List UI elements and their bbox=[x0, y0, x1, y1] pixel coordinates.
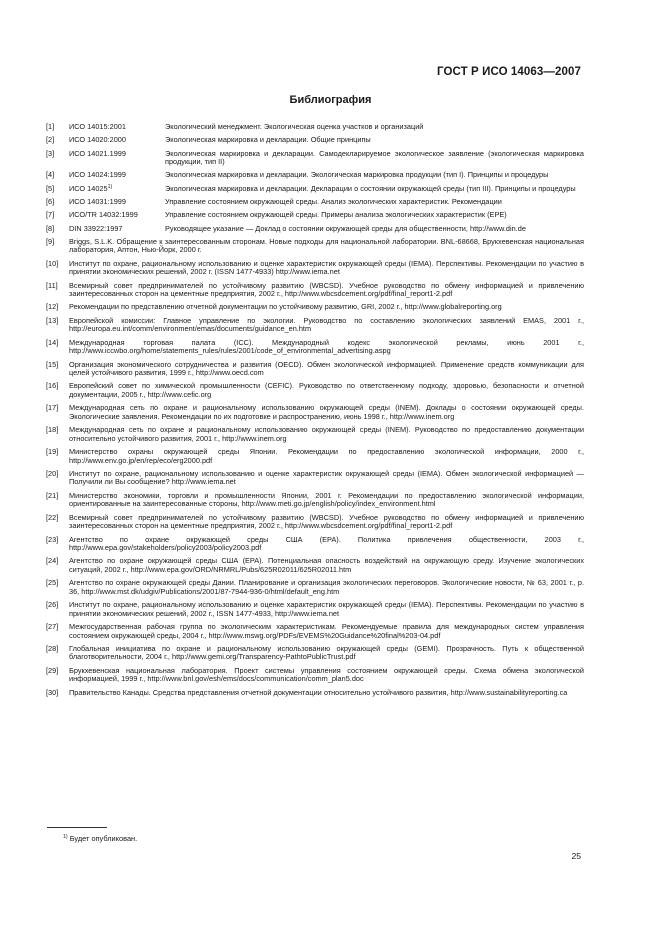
reference-number: [13] bbox=[46, 315, 59, 325]
reference-number: [30] bbox=[46, 687, 59, 697]
reference-number: [1] bbox=[46, 122, 55, 131]
reference-item bbox=[46, 238, 584, 255]
reference-item bbox=[46, 211, 584, 220]
reference-item bbox=[46, 492, 584, 509]
reference-number: [21] bbox=[46, 490, 59, 500]
page-number: 25 bbox=[571, 851, 581, 861]
reference-code-text: ИСО/TR 14032:1999 bbox=[69, 210, 138, 220]
reference-item bbox=[46, 579, 584, 596]
reference-item bbox=[46, 536, 584, 553]
reference-text: Рекомендации по представлению отчетной документации по устойчивому развитию, GRI, 2002 г., http://www.globalreporting.org bbox=[69, 302, 502, 312]
reference-item bbox=[46, 225, 584, 234]
section-title: Библиография bbox=[289, 94, 372, 106]
reference-text: Институт по охране, рациональному использованию и оценке характеристик окружающей среды (IEMA). Обмен экологической информацией — Получили ли Вы сообщение? http://www.iema.net bbox=[69, 468, 584, 487]
reference-number: [27] bbox=[46, 622, 59, 631]
reference-number: [12] bbox=[46, 302, 59, 312]
reference-code-text: ИСО 14020:2000 bbox=[69, 135, 126, 145]
reference-text: Экологическая маркировка и декларации. Декларации о состоянии окружающей среды (тип III). Принципы и процедуры bbox=[165, 183, 576, 193]
reference-number: [2] bbox=[46, 135, 55, 145]
reference-item bbox=[46, 426, 584, 443]
reference-text: Управление состоянием окружающей среды. Примеры анализа экологических характеристик (ЕРЕ) bbox=[165, 210, 507, 220]
reference-item bbox=[46, 185, 584, 194]
footnote-reference-mark: 1) bbox=[107, 183, 113, 190]
reference-number: [24] bbox=[46, 556, 59, 566]
reference-number: [4] bbox=[46, 170, 55, 180]
reference-number: [29] bbox=[46, 665, 59, 675]
reference-number: [20] bbox=[46, 468, 59, 478]
reference-text: Управление состоянием окружающей среды. Анализ экологических характеристик. Рекомендации bbox=[165, 197, 502, 206]
reference-number: [7] bbox=[46, 210, 55, 220]
reference-text: Экологическая маркировка и декларации. Общие принципы bbox=[165, 135, 371, 145]
reference-text: Институт по охране, рациональному использованию и оценке характеристик окружающей среды (IEMA). Перспективы. Рекомендации по участию в принятии экономических решений, 2002 г., ISSN 1477-4933, http://www.iema.net bbox=[69, 600, 584, 618]
reference-number: [5] bbox=[46, 183, 55, 193]
reference-text: Экологический менеджмент. Экологическая оценка участков и организаций bbox=[165, 122, 424, 131]
reference-number: [16] bbox=[46, 381, 59, 391]
reference-item bbox=[46, 361, 584, 378]
reference-text: Организация экономического сотрудничества и развития (OECD). Обмен экологической информацией. Применение средств коммуникации для целей устойчивого развития, 1999 г., http://www.oecd.com bbox=[69, 359, 584, 378]
reference-code bbox=[69, 225, 165, 234]
reference-code-text: DIN 33922:1997 bbox=[69, 223, 123, 233]
reference-number: [19] bbox=[46, 447, 59, 456]
footnote bbox=[63, 834, 137, 843]
reference-text: Европейской комиссии: Главное управление по экологии. Руководство по составлению экологических заявлений EMAS, 2001 г., http://europa.eu.int/comm/environment/emas/documents/guidance_en.htm bbox=[69, 315, 584, 334]
reference-text: Институт по охране, рациональному использованию и оценке характеристик окружающей среды (IEMA). Перспективы. Рекомендации по участию в принятии экономических решений, 2002 г. (ISSN 1477-4933) http://www.iema.net bbox=[69, 258, 584, 277]
reference-number: [11] bbox=[46, 280, 58, 290]
reference-text: Агентство по охране окружающей среды США (EPA). Потенциальная опасность воздействий на окружающую среду. Изучение экологических ситуаций, 2002 г., http://www.epa.gov/ORD/NRMRL/Pubs/625R02011/625R02011.htm bbox=[69, 556, 584, 574]
reference-item bbox=[46, 382, 584, 399]
reference-item bbox=[46, 404, 584, 421]
reference-number: [10] bbox=[46, 258, 59, 268]
reference-code-text: ИСО 14021.1999 bbox=[69, 148, 126, 158]
reference-item bbox=[46, 601, 584, 618]
reference-text: Экологическая маркировка и декларации. Экологическая маркировка продукции (тип I). Принципы и процедуры bbox=[165, 170, 549, 180]
reference-number: [6] bbox=[46, 197, 55, 206]
reference-code-text: ИСО 14031:1999 bbox=[69, 197, 126, 206]
reference-code-text: ИСО 14025 bbox=[69, 183, 108, 193]
reference-text: Агентство по охране окружающей среды Дании. Планирование и организация экологических переговоров. Экологические новости, № 63, 2001 г., p. 36, http://www.mst.dk/udgiv/Publications/2001/87-7944-936-0/html/default_eng.htm bbox=[69, 578, 584, 596]
reference-item bbox=[46, 260, 584, 277]
reference-code bbox=[69, 150, 165, 167]
reference-number: [14] bbox=[46, 337, 59, 347]
reference-text: Международная сеть по охране и рациональному использованию окружающей среды (INEM). Руководство по предоставлению документации относительно устойчивого развития, 2001 г., http://www.inem.org bbox=[69, 425, 584, 443]
reference-text: Министерство экономики, торговли и промышленности Японии, 2001 г. Рекомендации по предоставлению экологической информации, ориентированные на заинтересованные стороны, http://www.meti.go.jp/english/policy/index_environment.html bbox=[69, 490, 584, 509]
reference-number: [26] bbox=[46, 600, 59, 610]
reference-number: [3] bbox=[46, 148, 55, 158]
reference-item bbox=[46, 339, 584, 356]
reference-code bbox=[69, 198, 165, 207]
reference-text: Министерство охраны окружающей среды Японии. Рекомендации по предоставлению экологической информации, 2000 г., http://www.env.go.jp/en/rep/eco/erg2000.pdf bbox=[69, 447, 584, 465]
reference-text: Briggs, S.L.K. Обращение к заинтересованным сторонам. Новые подходы для национальной лаборатории. BNL-68668, Брукхевенская национальная лаборатория, Аптон, Нью-Йорк, 2000 г. bbox=[69, 236, 584, 255]
reference-number: [15] bbox=[46, 359, 59, 369]
reference-number: [28] bbox=[46, 643, 59, 653]
reference-code bbox=[69, 211, 165, 220]
reference-item bbox=[46, 171, 584, 180]
reference-item bbox=[46, 448, 584, 465]
reference-text: Глобальная инициатива по охране и рациональному использованию окружающей среды (GEMI). Прозрачность. Путь к общественной благотворительности, 2004 г., http://www.gemi.org/Transparency-PathtoPublicTrust.pdf bbox=[69, 643, 584, 662]
reference-code bbox=[69, 123, 165, 132]
reference-code bbox=[69, 171, 165, 180]
reference-text: Брукхевенская национальная лаборатория. Проект системы управления состоянием окружающей среды. Схема обмена экологической информацией, 1999 г., http://www.bnl.gov/esh/ems/docs/communication/comm_plan5.doc bbox=[69, 665, 584, 684]
reference-number: [22] bbox=[46, 512, 59, 522]
reference-item bbox=[46, 623, 584, 640]
reference-item bbox=[46, 317, 584, 334]
reference-text: Экологическая маркировка и декларации. Самодекларируемое экологическое заявление (экологическая маркировка продукции, тип II) bbox=[165, 148, 584, 167]
reference-item bbox=[46, 689, 584, 698]
reference-text: Всемирный совет предпринимателей по устойчивому развитию (WBCSD). Учебное руководство по обмену информацией и привлечению заинтересованных сторон на цементные предприятия, 2002 г., http://www.wbcsdcement.org/pdf/final_report1-2.pdf bbox=[69, 280, 584, 299]
reference-item bbox=[46, 645, 584, 662]
reference-item bbox=[46, 123, 584, 132]
reference-code bbox=[69, 136, 165, 145]
reference-number: [25] bbox=[46, 578, 59, 588]
reference-item bbox=[46, 136, 584, 145]
reference-item bbox=[46, 470, 584, 487]
reference-text: Международная торговая палата (ICC). Международный кодекс экологической рекламы, июнь 2001 г., http://www.iccwbo.org/home/statements_rules/rules/2001/code_of_environmental_advertising.aspg bbox=[69, 337, 584, 356]
footnote-mark: 1) bbox=[63, 834, 68, 840]
reference-text: Правительство Канады. Средства представления отчетной документации относительно устойчивого развития, http://www.sustainabilityreporting.ca bbox=[69, 687, 568, 697]
reference-number: [17] bbox=[46, 403, 59, 413]
reference-code-text: ИСО 14015:2001 bbox=[69, 122, 126, 131]
reference-number: [18] bbox=[46, 425, 59, 435]
footnote-divider bbox=[47, 827, 107, 828]
reference-item bbox=[46, 667, 584, 684]
reference-code bbox=[69, 185, 165, 194]
reference-number: [23] bbox=[46, 534, 59, 544]
reference-number: [8] bbox=[46, 223, 55, 233]
footnote-text: Будет опубликован. bbox=[69, 834, 138, 843]
reference-text: Европейский совет по химической промышленности (CEFIC). Руководство по ответственному подходу, здоровью, безопасности и отчетной документации, 2005 г., http://www.cefic.org bbox=[69, 381, 584, 399]
reference-item bbox=[46, 150, 584, 167]
reference-text: Агентство по охране окружающей среды США (EPA). Политика привлечения общественности, 2003 г., http://www.epa.gov/stakeholders/policy2003/policy2003.pdf bbox=[69, 534, 584, 553]
reference-item bbox=[46, 198, 584, 207]
standard-header: ГОСТ Р ИСО 14063—2007 bbox=[436, 66, 581, 78]
reference-text: Межгосударственная рабочая группа по экологическим характеристикам. Рекомендуемые правила для международных систем управления состоянием окружающей среды, 2004 г., http://www.mswg.org/PDFs/EVEMS%20Guidance%20final%203-04.pdf bbox=[69, 622, 584, 640]
reference-item bbox=[46, 282, 584, 299]
reference-item bbox=[46, 303, 584, 312]
reference-text: Всемирный совет предпринимателей по устойчивому развитию (WBCSD). Учебное руководство по обмену информацией и привлечению заинтересованных сторон на цементные предприятия, 2002 г., http://www.wbcsdcement.org/pdf/final_report1-2.pdf bbox=[69, 512, 584, 531]
reference-code-text: ИСО 14024:1999 bbox=[69, 170, 126, 180]
reference-number: [9] bbox=[46, 236, 55, 246]
reference-item bbox=[46, 557, 584, 574]
reference-text: Международная сеть по охране и рациональному использованию окружающей среды (INEM). Доклады о состоянии окружающей среды. Экологические заявления. Рекомендации по их подготовке и распространению, июнь 1998 г., http://www.inem.org bbox=[69, 403, 584, 421]
bibliography-list bbox=[46, 123, 584, 702]
reference-item bbox=[46, 514, 584, 531]
reference-text: Руководящее указание — Доклад о состоянии окружающей среды для общественности, http://www.din.de bbox=[165, 223, 526, 233]
